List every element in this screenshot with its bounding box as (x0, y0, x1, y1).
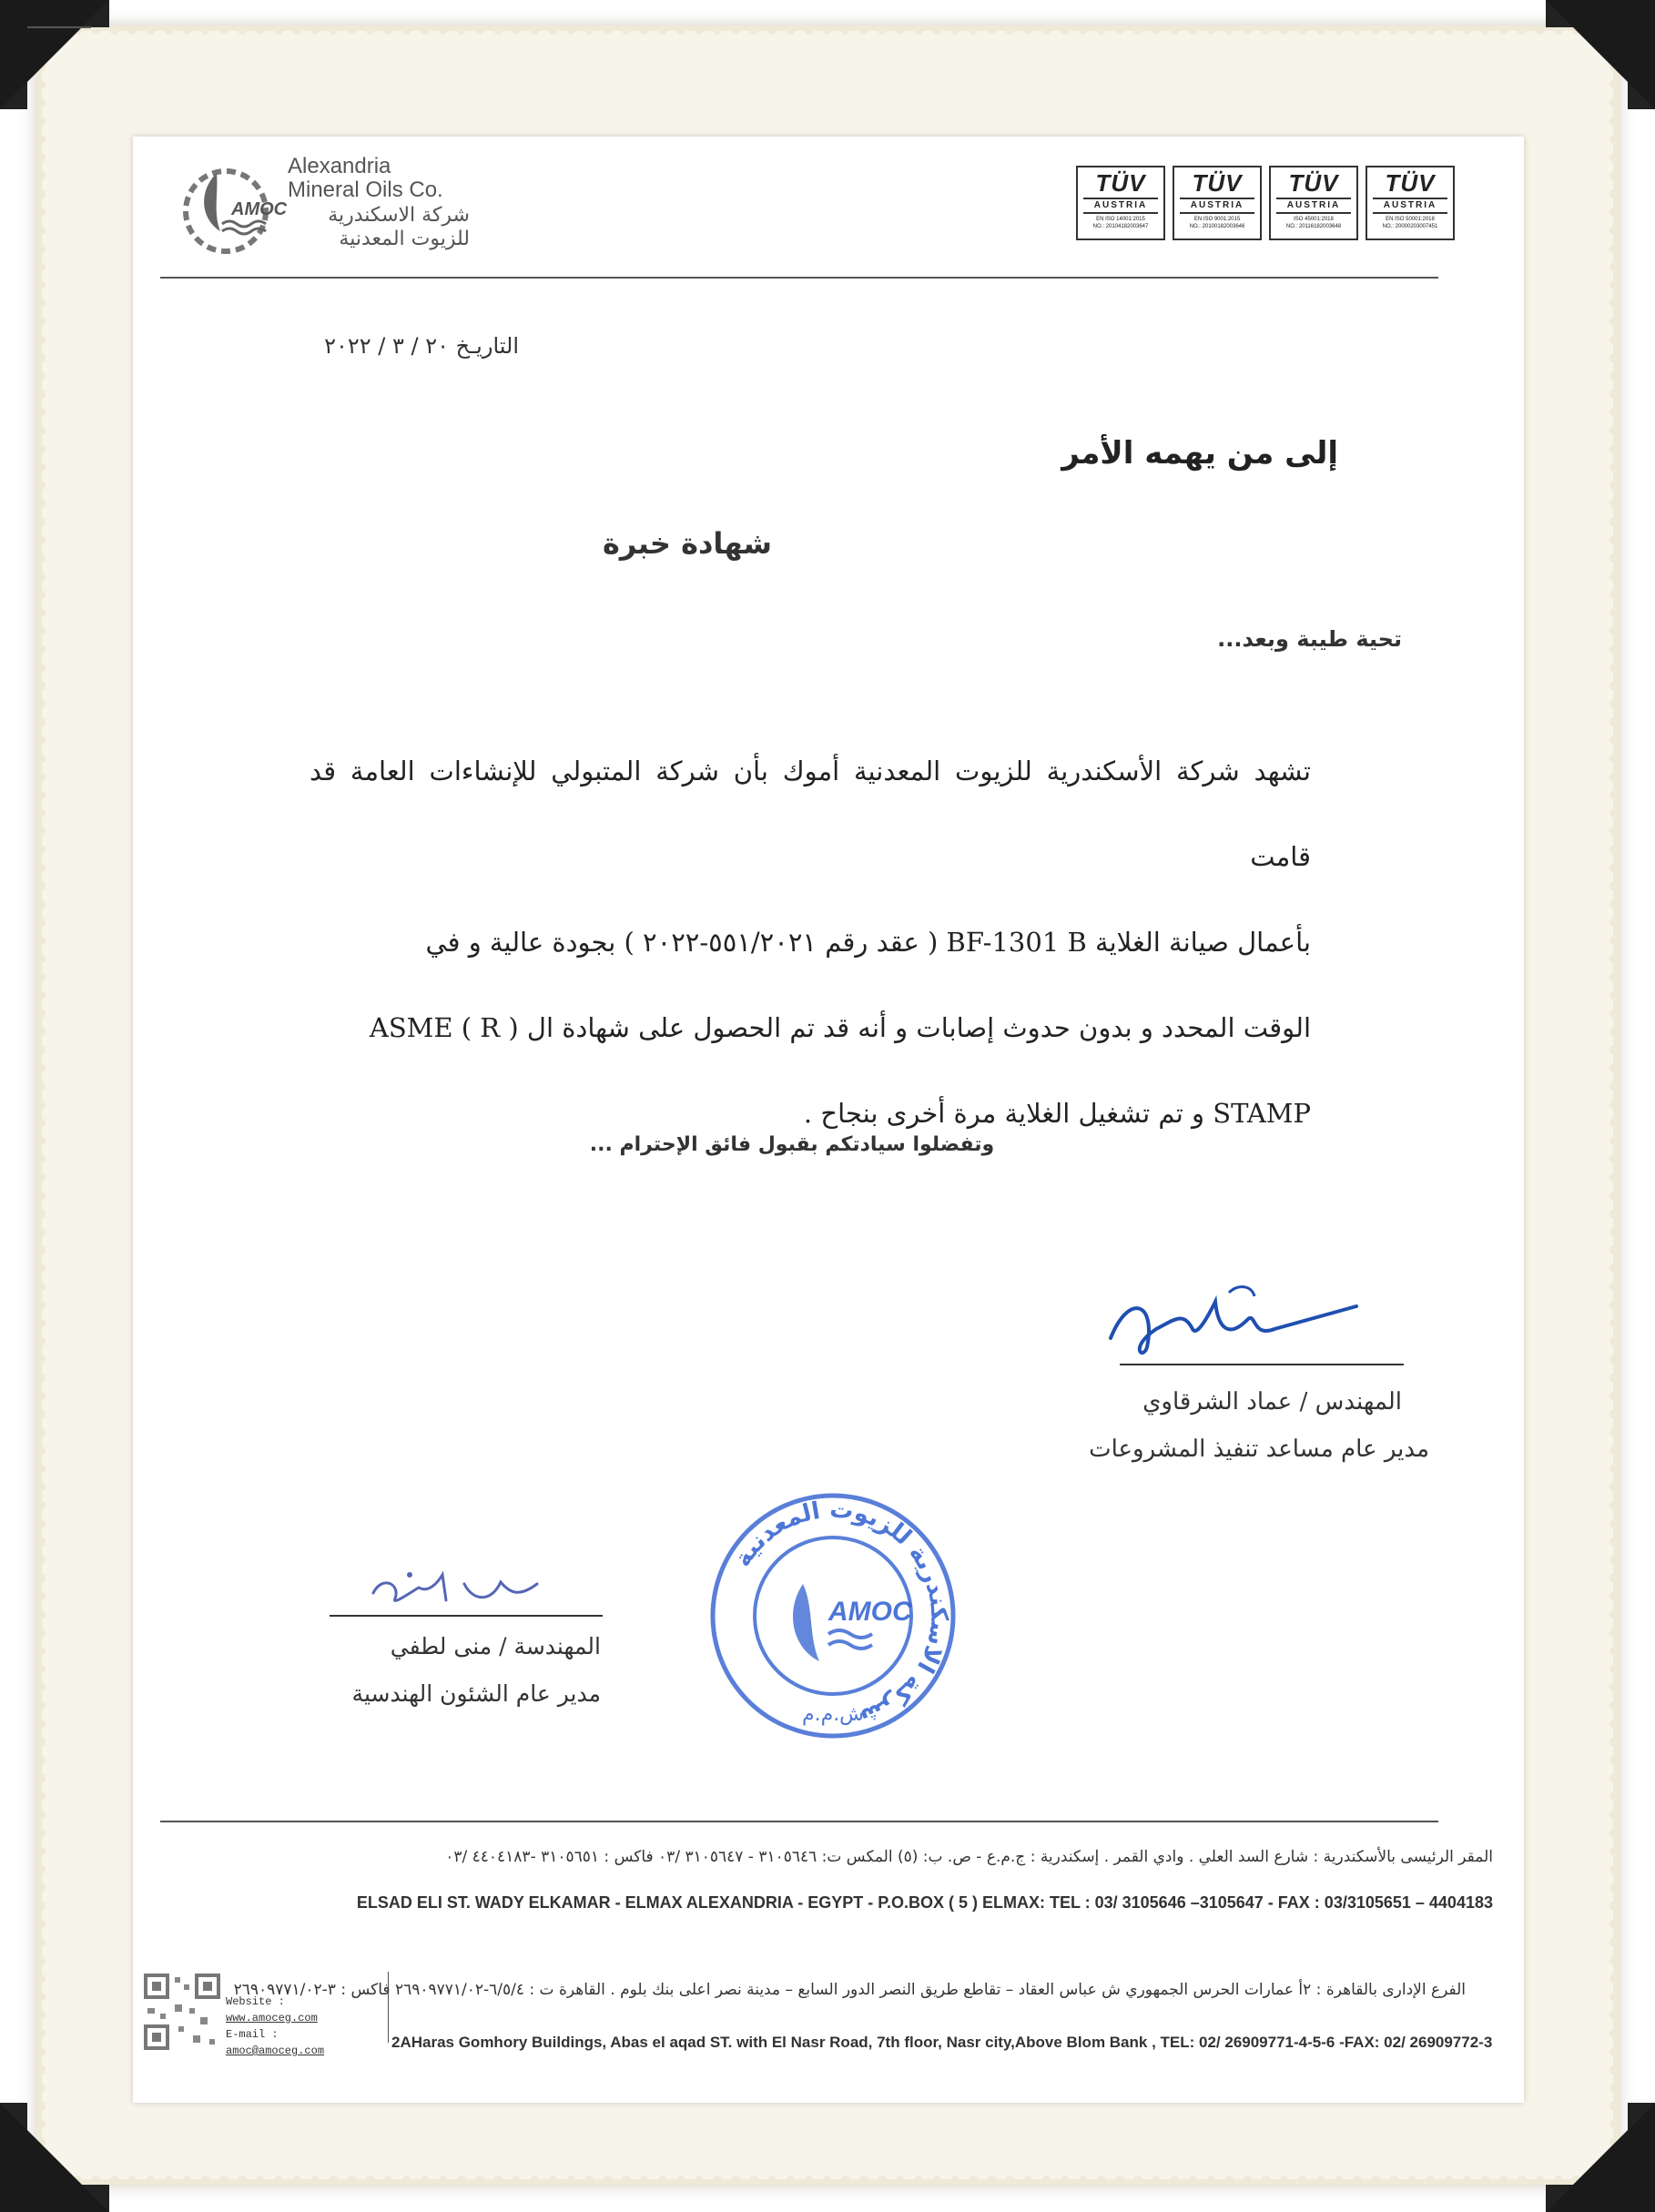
company-logo (171, 155, 472, 264)
company-name-ar-line1: شركة الاسكندرية (328, 204, 470, 227)
signature-line (1120, 1364, 1404, 1365)
amoc-logo-icon (171, 155, 288, 264)
handwritten-signature-icon (1092, 1274, 1375, 1365)
website-label: Website : (226, 1995, 285, 2008)
tuv-brand: TÜV (1385, 169, 1436, 197)
tuv-badge (1366, 166, 1455, 240)
signatory-name: المهندس / عماد الشرقاوي (1142, 1388, 1402, 1415)
footer-branch-ar: الفرع الإدارى بالقاهرة : ٢أ عمارات الحرس الجمهوري ش عباس العقاد – تقاطع طريق النصر الدور السابع – مدينة نصر اعلى بنك بلوم . القاهرة ت : ٦/٥/٤-٢٦٩٠٩٧٧١/٠٢ فاكس : ٣-٢٦٩٠٩٧٧١/٠٢ (233, 1981, 1466, 1999)
company-stamp (701, 1484, 965, 1748)
tuv-sub: AUSTRIA (1373, 198, 1447, 214)
footer-hq-ar: المقر الرئيسى بالأسكندرية : شارع السد العلي . وادي القمر . إسكندرية : ج.م.ع - ص. ب: (٥) المكس ت: ٣١٠٥٦٤٦ - ٣١٠٥٦٤٧ /٠٣ فاكس : ٣١٠٥٦٥١ -٤٤٠٤١٨٣ /٠٣ (445, 1848, 1493, 1866)
letter-closing: وتفضلوا سيادتكم بقبول فائق الإحترام ... (589, 1133, 995, 1156)
email-link[interactable]: amoc@amoceg.com (226, 2045, 325, 2057)
company-name-en (288, 155, 443, 202)
signatory-title: مدير عام مساعد تنفيذ المشروعات (1089, 1436, 1429, 1463)
certification-badges (1076, 166, 1455, 240)
svg-text:AMOC: AMOC (828, 1597, 912, 1627)
tuv-number: NO.: 20116182003648 (1285, 224, 1342, 229)
body-line: الوقت المحدد و بدون حدوث إصابات و أنه قد تم الحصول على شهادة ال ASME ( R ) (369, 1012, 1311, 1043)
svg-text:ش.م.م: ش.م.م (801, 1703, 865, 1726)
company-name-ar-line2: للزيوت المعدنية (339, 228, 470, 250)
tuv-brand: TÜV (1288, 169, 1339, 197)
letter-greeting: تحية طيبة وبعد... (1217, 626, 1402, 652)
svg-text:شركة الاسكندرية للزيوت المعدني: شركة الاسكندرية للزيوت المعدنية (728, 1496, 953, 1731)
handwritten-signature-icon (355, 1547, 574, 1620)
footer-contacts (226, 1994, 381, 2059)
footer-hq-en: ELSAD ELI ST. WADY ELKAMAR - ELMAX ALEXANDRIA - EGYPT - P.O.BOX ( 5 ) ELMAX: TEL : 03/ 3105646 –3105647 - FAX : 03/3105651 – 4404183 (356, 1893, 1493, 1912)
signature-2 (355, 1547, 574, 1620)
photo-corner-icon (1546, 2103, 1655, 2212)
tuv-standard: EN ISO 14001:2015 (1096, 217, 1145, 222)
company-name-en-line2: Mineral Oils Co. (288, 178, 443, 202)
tuv-sub: AUSTRIA (1083, 198, 1158, 214)
signatory-title: مدير عام الشئون الهندسية (351, 1680, 601, 1707)
tuv-number: NO.: 20100182003646 (1189, 224, 1245, 229)
signature-1 (1092, 1274, 1375, 1365)
letter-date: التاريـخ ٢٠ / ٣ / ٢٠٢٢ (324, 333, 519, 359)
body-line: STAMP و تم تشغيل الغلاية مرة أخرى بنجاح . (803, 1098, 1311, 1129)
tuv-number: NO.: 20000203007451 (1382, 224, 1438, 229)
tuv-standard: ISO 45001:2018 (1294, 217, 1334, 222)
stamp-seal-icon (701, 1484, 965, 1748)
qr-code-icon (142, 1972, 222, 2052)
tuv-brand: TÜV (1192, 169, 1243, 197)
letter-subject: شهادة خبرة (603, 526, 772, 561)
website-link[interactable]: www.amoceg.com (226, 2012, 318, 2024)
tuv-sub: AUSTRIA (1276, 198, 1351, 214)
header-divider (160, 277, 1438, 279)
photo-corner-icon (0, 2103, 109, 2212)
tuv-sub: AUSTRIA (1180, 198, 1254, 214)
tuv-number: NO.: 20104182003647 (1092, 224, 1149, 229)
tuv-standard: EN ISO 50001:2018 (1386, 217, 1435, 222)
photo-corner-icon (1546, 0, 1655, 109)
signature-line (330, 1615, 603, 1617)
tuv-brand: TÜV (1095, 169, 1146, 197)
email-label: E-mail : (226, 2028, 279, 2041)
photo-corner-icon (0, 0, 109, 109)
tuv-badge (1076, 166, 1165, 240)
footer-divider (160, 1821, 1438, 1822)
footer-branch-en: 2AHaras Gomhory Buildings, Abas el aqad ST. with El Nasr Road, 7th floor, Nasr city,Above Blom Bank , TEL: 02/ 26909771-4-5-6 -FAX: 02/ 26909772-3 (391, 2034, 1493, 2051)
letter-recipient: إلى من يهمه الأمر (1061, 435, 1338, 472)
svg-text:AMOC: AMOC (231, 199, 288, 219)
letter-body (310, 728, 1311, 1156)
tuv-badge (1269, 166, 1358, 240)
company-name-ar (288, 204, 470, 251)
body-line: بأعمال صيانة الغلاية BF-1301 B ( عقد رقم ٥٥١/٢٠٢١-٢٠٢٢ ) بجودة عالية و في (425, 927, 1311, 958)
company-name-en-line1: Alexandria (288, 154, 391, 178)
tuv-badge (1173, 166, 1262, 240)
body-line: تشهد شركة الأسكندرية للزيوت المعدنية أموك بأن شركة المتبولي للإنشاءات العامة قد قامت (310, 756, 1311, 872)
tuv-standard: EN ISO 9001:2015 (1193, 217, 1241, 222)
signatory-name: المهندسة / منى لطفي (390, 1633, 601, 1659)
